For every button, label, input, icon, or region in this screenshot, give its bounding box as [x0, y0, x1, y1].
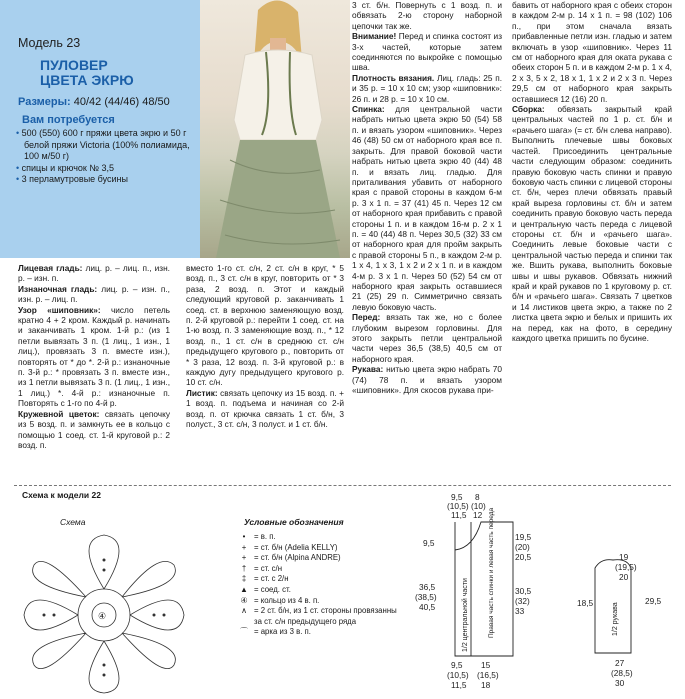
legend-row [234, 585, 404, 596]
dim-label: 33 [515, 606, 525, 616]
legend-symbol: † [241, 563, 247, 573]
dim-label: 9,5 [423, 538, 435, 548]
center-part-label: 1/2 центральной части [462, 578, 469, 652]
dim-label: 8 [475, 492, 480, 502]
dim-label: (10,5) [447, 670, 469, 680]
legend-row [234, 606, 404, 627]
term: Кружевной цветок: [18, 408, 100, 419]
legend-symbol: + [241, 542, 247, 552]
title-line-1: ПУЛОВЕР [40, 57, 108, 73]
dim-label: 15 [481, 660, 491, 670]
legend-row [234, 564, 404, 575]
material-item: • 3 перламутровые бусины [14, 174, 200, 186]
term-text: лиц. р. – лиц. п., изн. р. – изн. п. [18, 263, 170, 284]
ring-label: ④ [98, 611, 107, 621]
legend-symbol: + [241, 553, 247, 563]
term: Изнаночная гладь: [18, 283, 98, 294]
legend-row [234, 553, 404, 564]
legend-text: = соед. ст. [254, 584, 291, 594]
dim-label: 36,5 [419, 582, 436, 592]
paragraph: вместо 1-го ст. с/н, 2 ст. с/н в круг, * 5 возд. п., 3 ст. с/н в круг, повторить от * 3 раза, 2 возд. п. Этот и каждый следующий круговой р. заканчивать 1 соед. ст. в верхнюю заменяющую возд. п. 2-й круговой р.: перейти 1 соед. ст. на 1-ю возд. п. 3 заменяющие возд. п., * 12 возд. п., 1 ст. с/н в среднюю ст. с/н предыдущего кругового р., повторить от * 3 раза, 12 возд. п. 3-й круговой р.: в каждую дугу предыдущего кругового р. 10 ст. с/н. [186, 263, 344, 388]
dim-label: 9,5 [451, 492, 463, 502]
dim-label: (16,5) [477, 670, 499, 680]
legend-row [234, 532, 404, 543]
legend-text: = ст. б/н (Adelia KELLY) [254, 542, 338, 552]
legend-symbol: ④ [240, 595, 248, 605]
paragraph [352, 364, 502, 395]
term-text: Перед и спинка состоят из 3-х частей, которые затем соединяются по выкройке с помощью шва. [352, 31, 502, 73]
dim-label: 12 [473, 510, 483, 520]
term-text: число петель кратно 4 + 2 кром. Каждый р. начинать и заканчивать 1 кром. 1-й р.: (из 1 петли вывязать 3 п. (1 лиц., 1 изн., 1 лиц.), провязать 3 п. вместе изн.), повторять от * до *. 2-й р.: изнаночные п. 3-й р.: * провязать 3 п. вместе изн., из 1 петли вывязать 3 п. (1 лиц., 1 изн., 1 лиц.) *. 4-й р.: изнаночные п. Повторять с 1-го по 4-й р. [18, 304, 170, 409]
paragraph [352, 312, 502, 364]
legend-text: = в. п. [254, 532, 276, 541]
legend-text: = ст. б/н (Alpina ANDRE) [254, 553, 341, 563]
dim-label: 18,5 [577, 598, 594, 608]
materials-title: Вам потребуется [22, 114, 115, 126]
legend-text: = ст. с 2/н [254, 574, 289, 584]
paragraph [18, 409, 170, 451]
paragraph [352, 104, 502, 312]
term: Листик: [186, 387, 218, 398]
pattern-labels [415, 492, 662, 690]
material-item: • спицы и крючок № 3,5 [14, 163, 200, 175]
legend-row [234, 627, 404, 638]
legend-text: = кольцо из 4 в. п. [254, 595, 320, 605]
text-column-2 [186, 263, 344, 430]
term: Плотность вязания. [352, 72, 435, 83]
dim-label: (32) [515, 596, 530, 606]
term-text: обвязать закрытый край центральных частей по 1 р. ст. б/н и «рачьего шага» (= ст. б/н слева направо). Выполнить плечевые швы боковых частей. Присоединить центральные части следующим образом: соединить правую боковую часть спинки и правую боковую часть спинки с лицевой стороны ст. б/н, через плечи обвязать правый край выреза горловины ст. б/н и затем соединить правую боковую часть переда и центральную часть переда с лицевой стороны ст. б/н и «рачьего шага». Соединить левые боковые части с центральной частью переда и спинки так же. Вшить рукава, выполнить боковые швы и швы рукавов. Обвязать нижний край и край рукавов по 1 круговому р. ст. б/н и «рачьего шага». Связать 7 цветков и 14 листиков цвета экрю, а также по 2 листка цвета экрю и белых и пришить их на перед, как на фото, в середину каждого цветка пришить по бусине. [512, 104, 672, 343]
text-column-4 [512, 0, 672, 343]
term: Спинка: [352, 104, 385, 115]
dim-label: 20 [619, 572, 629, 582]
paragraph [352, 31, 502, 73]
term-text: нитью цвета экрю набрать 70 (74) 78 п. и вязать узором «шиповник». Для скосов рукава при- [352, 364, 502, 396]
dim-label: (10) [471, 501, 486, 511]
dim-label: 18 [481, 680, 491, 690]
legend-row [234, 574, 404, 585]
sleeve-label: 1/2 рукава [612, 602, 619, 636]
legend-text: = арка из 3 в. п. [254, 627, 311, 637]
model-number: Модель 23 [18, 36, 81, 50]
title-line-2: ЦВЕТА ЭКРЮ [40, 72, 134, 88]
dim-label: (19,5) [615, 562, 637, 572]
material-item: • 500 (550) 600 г пряжи цвета экрю и 50 г белой пряжи Victoria (100% полиамида, 100 м/50 г) [14, 128, 200, 163]
term-text: вязать так же, но с более глубоким вырезом горловины. Для этого закрыть петли центральной части через 36,5 (38,5) 40,5 см от наборного края. [352, 312, 502, 364]
scheme-title: Схема к модели 22 [22, 490, 101, 500]
paragraph: бавить от наборного края с обеих сторон в каждом 2-м р. 14 х 1 п. = 98 (102) 106 п., при этом сначала вязать прибавленные петли изн. гладью и затем включать в узор «шиповник». Через 11 см от наборного края для оката рукава с обеих сторон 5 п. и в каждом 2-м р. 1 х 4, 2 х 3, 5 х 2, 18 х 1, 1 х 2 и 2 х 3 п. Через 29,5 см от наборного края закрыть оставшиеся 12 (16) 20 п. [512, 0, 672, 104]
term: Рукава: [352, 364, 384, 375]
sizes-value: 40/42 (44/46) 48/50 [73, 96, 170, 108]
dim-label: 40,5 [419, 602, 436, 612]
photo-illustration [200, 0, 350, 258]
legend-symbol: ∧ [241, 606, 247, 616]
paragraph [352, 73, 502, 104]
side-part-label: Правая часть спинки и левая часть переда [488, 507, 495, 638]
legend-symbol: ▲ [240, 584, 248, 594]
dim-label: 30,5 [515, 586, 532, 596]
term-text: для центральной части набрать нитью цвета экрю 50 (54) 58 п. и вязать узором «шиповник». Через 46 (48) 50 см от наборного края все п. закрыть. Для правой боковой части набрать нитью цвета экрю 40 (44) 48 п. и вязать лиц. гладью. Для приталивания убавить от наборного края с правой стороны в каждом 6-м р. 3 х 1 п. = 37 (41) 45 п. Через 12 см от наборного края прибавить с правой стороны 1 п. и в каждом 16-м р. 2 х 1 п. = 40 (44) 48 п. Через 30,5 (32) 33 см от наборного края для пройм закрыть с правой стороны 5 п., в каждом 2-м р. 1 х 4, 1 х 3, 1 х 2 и 2 х 1 п. и в каждом 4-м р. 3 х 1 п. Через 50 (52) 54 см от наборного края закрыть оставшиеся 21 (25) 29 п. Симметрично связать левую боковую часть. [352, 104, 502, 312]
scheme-subtitle: Схема [60, 517, 86, 527]
dim-label: 9,5 [451, 660, 463, 670]
term: Сборка: [512, 104, 545, 115]
dim-label: 19,5 [515, 532, 532, 542]
sizes-label: Размеры: [18, 96, 71, 108]
dim-label: (20) [515, 542, 530, 552]
dim-label: 30 [615, 678, 625, 688]
term: Узор «шиповник»: [18, 304, 101, 315]
legend-symbol: ‡ [241, 574, 247, 584]
dim-label: 20,5 [515, 552, 532, 562]
section-divider [14, 485, 671, 486]
legend-row [234, 596, 404, 607]
legend-symbol: ⌒ [240, 627, 248, 637]
term: Внимание! [352, 31, 397, 42]
legend-symbol: • [242, 532, 246, 541]
paragraph [512, 104, 672, 343]
text-column-1 [18, 263, 170, 450]
term: Перед: [352, 312, 381, 323]
dim-label: 27 [615, 658, 625, 668]
term-text: связать цепочку из 15 возд. п. + 1 возд. п. подъема и начиная со 2-й возд. п. от крючка связать 1 ст. б/н, 3 полуст., 3 ст. с/н, 3 полуст. и 1 ст. б/н. [186, 387, 344, 430]
paragraph: 3 ст. б/н. Повернуть с 1 возд. п. и обвязать 2-ю сторону наборной цепочки так же. [352, 0, 502, 31]
materials-list [14, 128, 200, 186]
crochet-flower-diagram [14, 530, 214, 695]
model-photo [200, 0, 350, 258]
dim-label: (10,5) [447, 501, 469, 511]
legend-text: = 2 ст. б/н, из 1 ст. стороны провязанны за ст. с/н предыдущего ряда [254, 606, 397, 626]
paragraph [18, 305, 170, 409]
dim-label: 19 [619, 552, 629, 562]
dim-label: (28,5) [611, 668, 633, 678]
page-title [40, 58, 134, 88]
text-column-3 [352, 0, 502, 395]
dim-label: 29,5 [645, 596, 662, 606]
dim-label: 11,5 [451, 510, 467, 520]
term-text: Лиц. гладь: 25 п. и 35 р. = 10 х 10 см; узор «шиповник»: 26 п. и 28 р. = 10 х 10 см. [352, 72, 502, 104]
sizes [18, 96, 170, 108]
legend-title: Условные обозначения [244, 517, 344, 527]
pattern-pieces [405, 488, 677, 696]
legend-text: = ст. с/н [254, 563, 283, 573]
paragraph [186, 388, 344, 430]
term-text: лиц. р. – изн. п., изн. р. – лиц. п. [18, 283, 170, 305]
paragraph [18, 284, 170, 305]
dim-label: (38,5) [415, 592, 437, 602]
legend [234, 532, 404, 638]
term-text: связать цепочку из 5 возд. п. и замкнуть ее в кольцо с помощью 1 соед. ст. 1-й круговой р.: 2 возд. п. [18, 408, 170, 450]
dim-label: 11,5 [451, 680, 467, 690]
paragraph [18, 263, 170, 284]
term: Лицевая гладь: [18, 263, 83, 273]
legend-row [234, 543, 404, 554]
